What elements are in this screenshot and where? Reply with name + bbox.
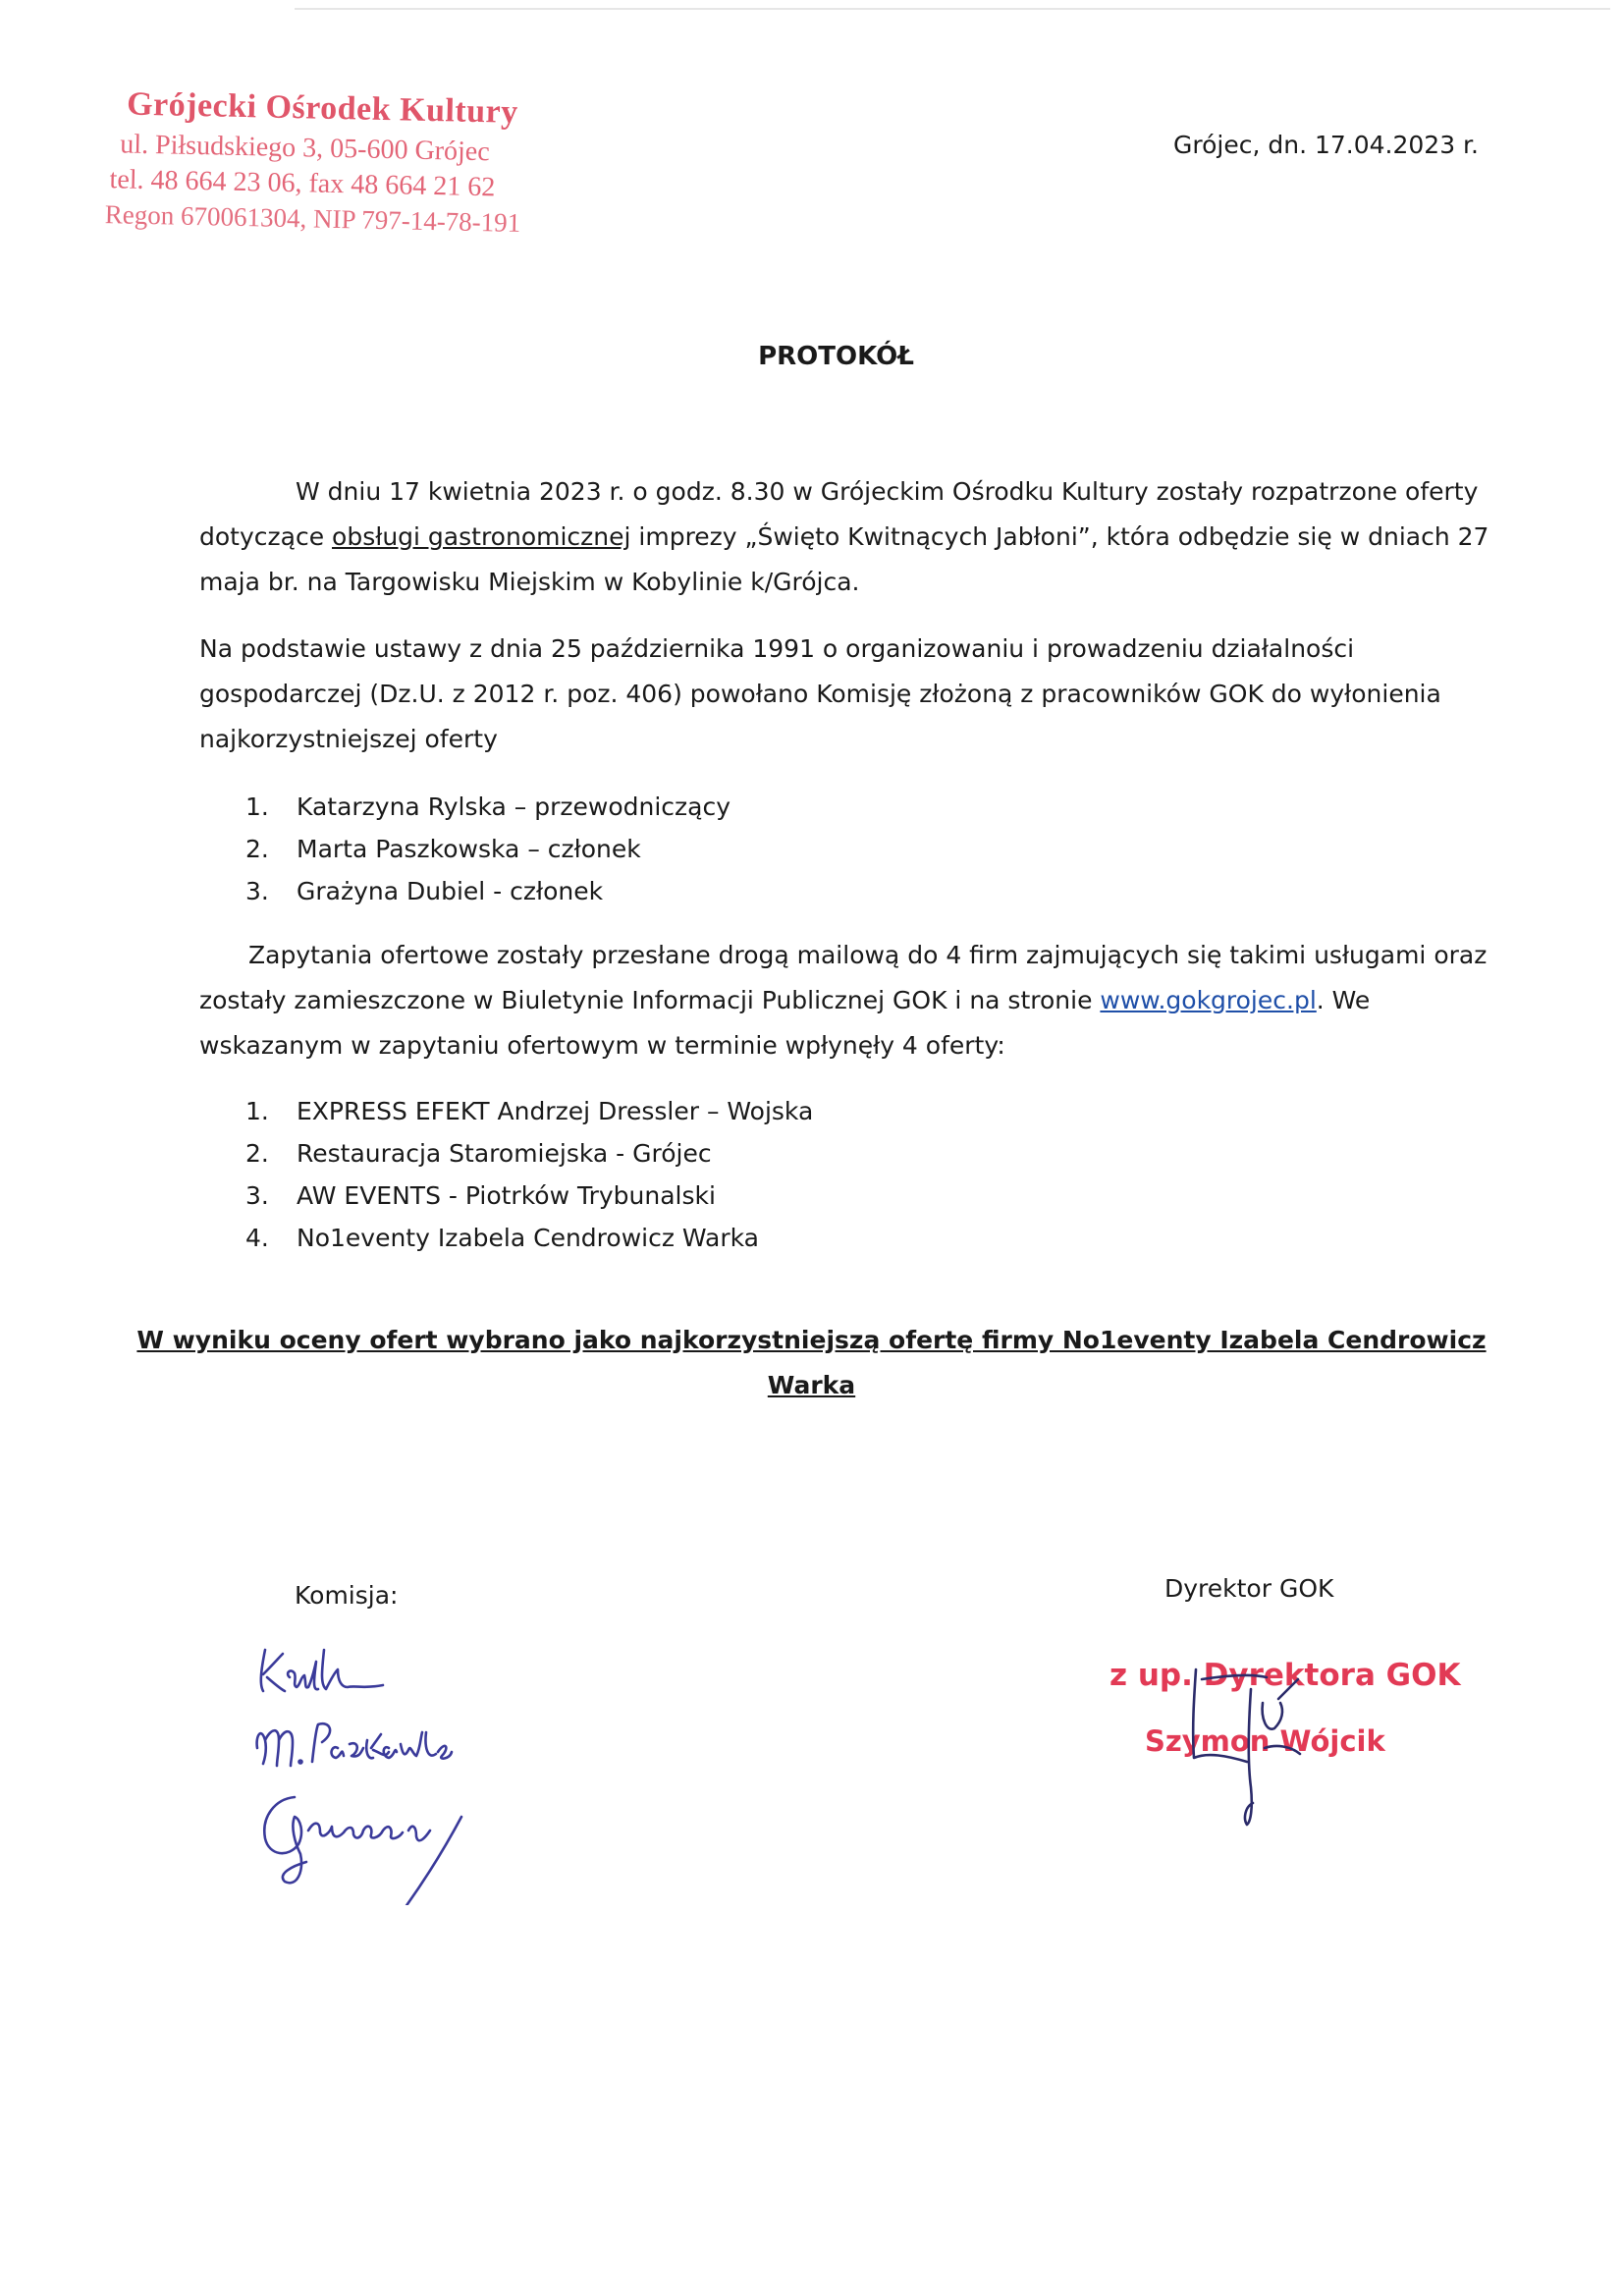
- result-line: Warka: [767, 1371, 856, 1399]
- commission-list: [245, 786, 730, 912]
- stamp-ids: Regon 670061304, NIP 797-14-78-191: [104, 199, 521, 238]
- list-item: 4. No1eventy Izabela Cendrowicz Warka: [245, 1224, 759, 1252]
- paragraph-legal-basis: [199, 627, 1476, 762]
- website-link[interactable]: www.gokgrojec.pl: [1100, 986, 1317, 1014]
- paragraph-line: Na podstawie ustawy z dnia 25 października 1991 o organizowaniu i prowadzeniu działalności: [199, 634, 1355, 663]
- director-signature: [1168, 1660, 1335, 1831]
- list-item: 2. Marta Paszkowska – członek: [245, 835, 641, 863]
- paragraph-intro: [199, 469, 1489, 605]
- underlined-phrase: obsługi gastronomicznej: [332, 522, 631, 551]
- director-stamp-line2: Szymon Wójcik: [1145, 1724, 1385, 1758]
- stamp-name: Grójecki Ośrodek Kultury: [126, 85, 519, 131]
- scan-edge-line: [295, 8, 1610, 10]
- paragraph-line: dotyczące obsługi gastronomicznej imprezy „Święto Kwitnących Jabłoni”, która odbędzie się w dniach 27: [199, 522, 1489, 551]
- place-date: Grójec, dn. 17.04.2023 r.: [1173, 131, 1479, 159]
- paragraph-line: zostały zamieszczone w Biuletynie Informacji Publicznej GOK i na stronie www.gokgrojec.pl. We: [199, 986, 1371, 1014]
- paragraph-line: maja br. na Targowisku Miejskim w Kobylinie k/Grójca.: [199, 568, 860, 596]
- paragraph-line: Zapytania ofertowe zostały przesłane drogą mailową do 4 firm zajmujących się takimi usługami oraz: [248, 941, 1488, 969]
- result-line: W wyniku oceny ofert wybrano jako najkorzystniejszą ofertę firmy No1eventy Izabela Cendrowicz: [136, 1326, 1487, 1354]
- result-statement: [0, 1318, 1623, 1408]
- paragraph-line: wskazanym w zapytaniu ofertowym w terminie wpłynęły 4 oferty:: [199, 1031, 1005, 1060]
- list-item: 1. EXPRESS EFEKT Andrzej Dressler – Wojska: [245, 1097, 814, 1125]
- director-stamp-line1: z up. Dyrektora GOK: [1109, 1658, 1461, 1693]
- institution-stamp: [105, 85, 569, 240]
- paragraph-line: najkorzystniejszej oferty: [199, 725, 498, 753]
- list-item: 3. Grażyna Dubiel - członek: [245, 877, 604, 905]
- stamp-address: ul. Piłsudskiego 3, 05-600 Grójec: [120, 129, 491, 168]
- commission-signatures: [236, 1630, 569, 1905]
- document-title: PROTOKÓŁ: [758, 342, 914, 371]
- list-item: 1. Katarzyna Rylska – przewodniczący: [245, 793, 731, 821]
- stamp-phone: tel. 48 664 23 06, fax 48 664 21 62: [109, 164, 496, 203]
- paragraph-inquiries: [199, 933, 1488, 1068]
- paragraph-line: W dniu 17 kwietnia 2023 r. o godz. 8.30 w Grójeckim Ośrodku Kultury zostały rozpatrzone oferty: [296, 477, 1479, 506]
- director-label: Dyrektor GOK: [1164, 1574, 1334, 1603]
- offers-list: [245, 1090, 813, 1259]
- list-item: 3. AW EVENTS - Piotrków Trybunalski: [245, 1181, 716, 1210]
- list-item: 2. Restauracja Staromiejska - Grójec: [245, 1139, 712, 1168]
- commission-label: Komisja:: [295, 1581, 399, 1610]
- paragraph-line: gospodarczej (Dz.U. z 2012 r. poz. 406) powołano Komisję złożoną z pracowników GOK do wyłonienia: [199, 680, 1441, 708]
